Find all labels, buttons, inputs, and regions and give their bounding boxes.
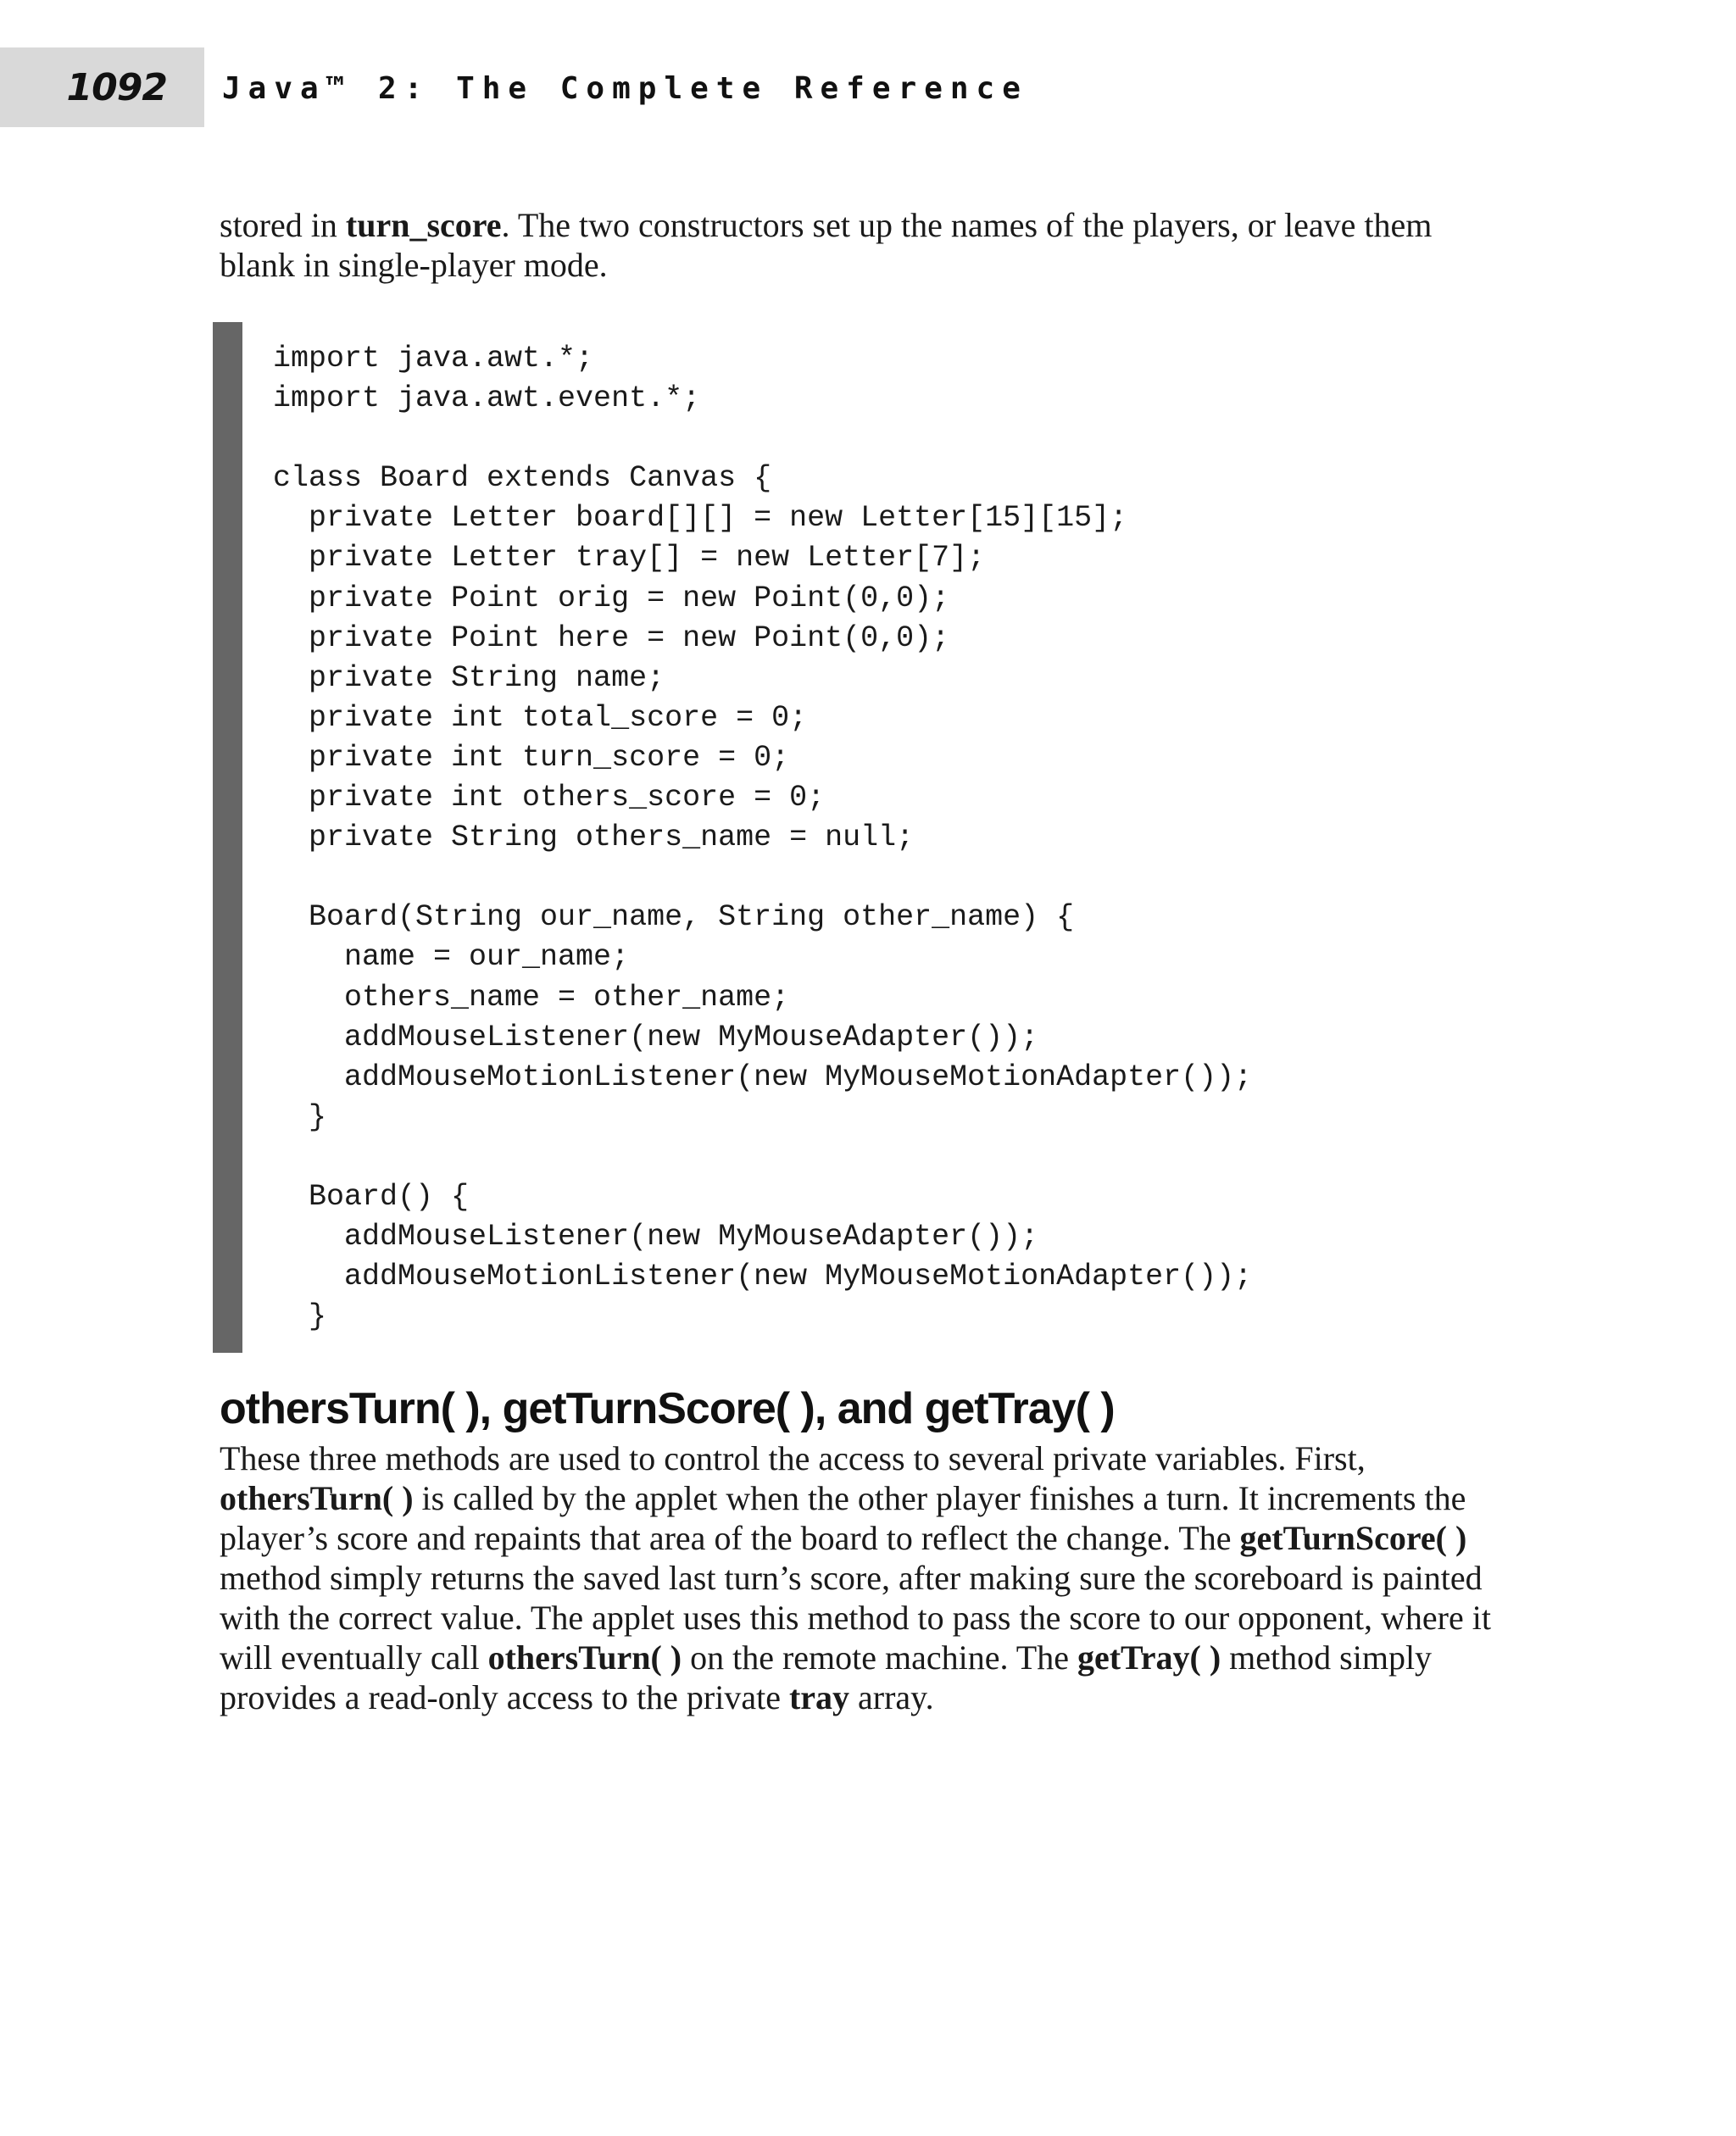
code-line: } <box>273 1299 327 1334</box>
code-line: import java.awt.event.*; <box>273 381 701 416</box>
page-number: 1092 <box>66 65 167 109</box>
code-line: class Board extends Canvas { <box>273 461 772 496</box>
section-bold-tray: tray <box>788 1678 850 1716</box>
intro-bold-turn-score: turn_score <box>345 206 502 244</box>
code-line: Board(String our_name, String other_name) { <box>273 900 1075 935</box>
code-lines <box>273 339 1252 1337</box>
code-line: private int turn_score = 0; <box>273 740 790 775</box>
section-bold-get-tray: getTray( ) <box>1077 1638 1221 1677</box>
section-text-6: array. <box>849 1678 934 1716</box>
code-line: private String others_name = null; <box>273 820 915 855</box>
code-line <box>273 1138 1252 1177</box>
code-line: private Point orig = new Point(0,0); <box>273 581 950 615</box>
section-text-2: is called by the applet when the other player finishes a turn. It increments the player’s score and repaints that area of the board to reflect the change. The <box>220 1479 1466 1557</box>
code-line: private Point here = new Point(0,0); <box>273 620 950 655</box>
running-head: Java™ 2: The Complete Reference <box>222 71 1028 106</box>
code-line <box>273 858 1252 898</box>
code-line: addMouseListener(new MyMouseAdapter()); <box>273 1220 1039 1254</box>
intro-text-1: stored in <box>220 206 346 244</box>
section-text-1: These three methods are used to control the access to several private variables. First, <box>220 1439 1366 1477</box>
code-line: name = our_name; <box>273 940 630 975</box>
code-line: addMouseMotionListener(new MyMouseMotionAdapter()); <box>273 1260 1253 1294</box>
section-text-4: on the remote machine. The <box>682 1638 1077 1677</box>
code-line: private int total_score = 0; <box>273 700 808 735</box>
code-line: import java.awt.*; <box>273 342 594 375</box>
code-line: private Letter tray[] = new Letter[7]; <box>273 541 986 576</box>
intro-text-2: . The two constructors set up the names of the players, or leave them blank in single-player mode. <box>220 206 1433 284</box>
code-line: Board() { <box>273 1179 470 1214</box>
code-line: private int others_score = 0; <box>273 781 826 815</box>
section-text-5: method simply provides a read-only access to the private <box>220 1638 1433 1716</box>
code-line: others_name = other_name; <box>273 980 790 1015</box>
code-line: addMouseListener(new MyMouseAdapter()); <box>273 1020 1039 1054</box>
intro-paragraph <box>220 205 1508 285</box>
section-paragraph <box>220 1438 1508 1717</box>
code-line: } <box>273 1099 327 1134</box>
section-bold-others-turn-2: othersTurn( ) <box>487 1638 682 1677</box>
section-heading: othersTurn( ), getTurnScore( ), and getTray( ) <box>220 1384 1115 1433</box>
section-bold-get-turn-score: getTurnScore( ) <box>1239 1519 1467 1557</box>
code-listing <box>213 322 1298 1353</box>
page-number-tab <box>0 47 204 127</box>
section-bold-others-turn: othersTurn( ) <box>220 1479 414 1517</box>
code-line <box>273 419 1252 459</box>
code-line: private String name; <box>273 660 665 695</box>
code-line: addMouseMotionListener(new MyMouseMotionAdapter()); <box>273 1060 1253 1094</box>
section-text-3: method simply returns the saved last turn’s score, after making sure the scoreboard is painted with the correct value. The applet uses this method to pass the score to our opponent, where it will eventually call <box>220 1559 1491 1677</box>
code-listing-bar <box>213 322 242 1353</box>
code-line: private Letter board[][] = new Letter[15][15]; <box>273 501 1128 536</box>
